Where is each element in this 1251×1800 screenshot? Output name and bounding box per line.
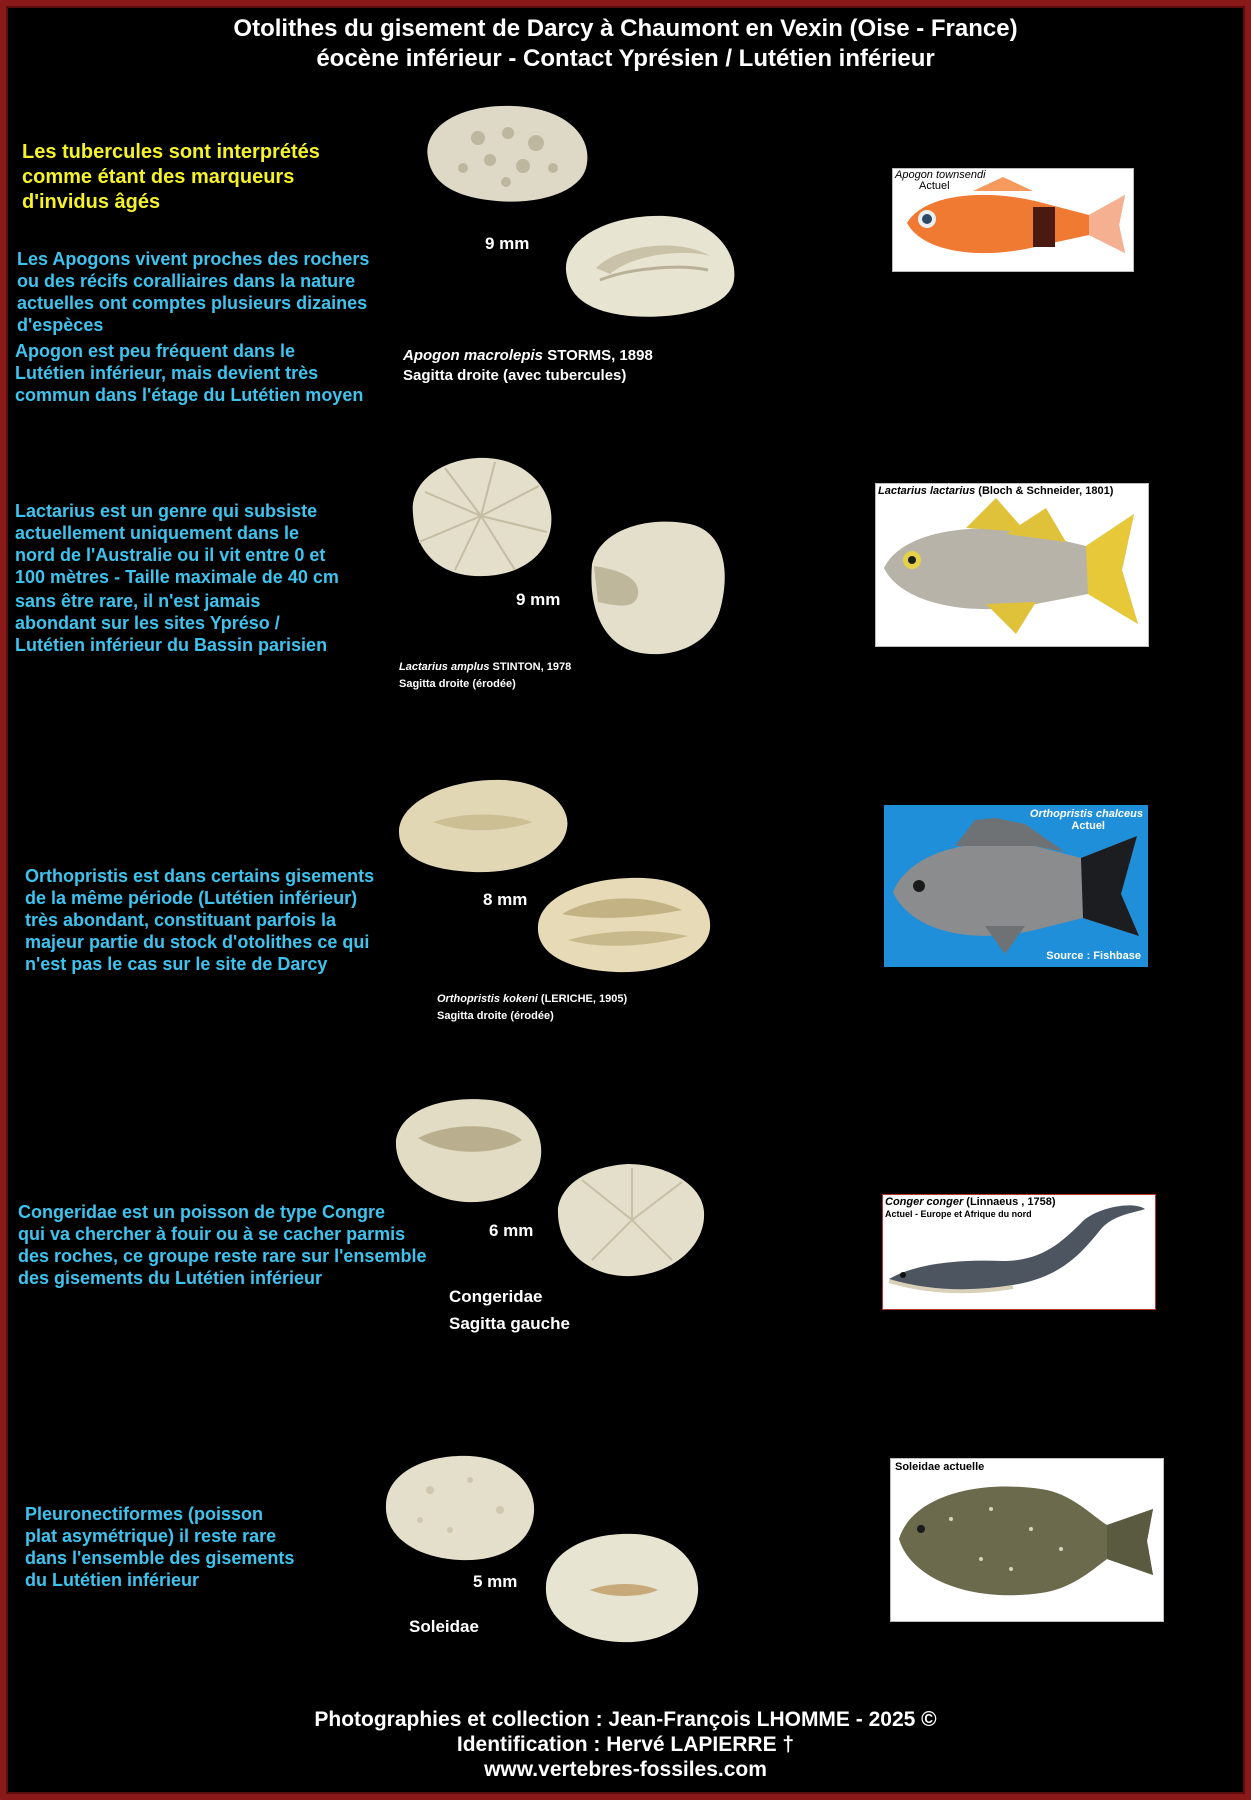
- text-line: abondant sur les sites Ypréso /: [15, 613, 280, 633]
- otolith-image: [405, 452, 557, 582]
- orthopristis-description: [25, 865, 374, 975]
- species-caption: [403, 346, 653, 386]
- text-line: Lutétien inférieur, mais devient très: [15, 363, 319, 383]
- species-caption: [437, 991, 627, 1025]
- species-caption: [449, 1283, 570, 1337]
- text-line: Congeridae est un poisson de type Congre: [18, 1202, 386, 1222]
- text-line: Pleuronectiformes (poisson: [25, 1504, 264, 1524]
- species-description: Sagitta droite (érodée): [437, 1010, 554, 1022]
- highlight-line: comme étant des marqueurs: [22, 166, 295, 188]
- fish-author: (Bloch & Schneider, 1801): [975, 485, 1114, 497]
- fish-name: Conger conger: [885, 1196, 964, 1208]
- fish-author: (Linnaeus , 1758): [963, 1196, 1056, 1208]
- text-line: des roches, ce groupe reste rare sur l'ensemble: [18, 1246, 427, 1266]
- text-line: dans l'ensemble des gisements: [25, 1548, 295, 1568]
- otolith-image: [580, 514, 730, 660]
- species-name: Apogon macrolepis: [403, 347, 544, 364]
- scale-label: 6 mm: [489, 1221, 534, 1240]
- page-title: Otolithes du gisement de Darcy à Chaumont en Vexin (Oise - France): [233, 15, 1018, 42]
- fish-label: Soleidae actuelle: [895, 1461, 985, 1473]
- species-caption: Soleidae: [409, 1617, 479, 1636]
- fish-illustration-lactarius: [875, 483, 1149, 647]
- apogon-frequency: [15, 340, 363, 406]
- text-line: qui va chercher à fouir ou à se cacher parmis: [18, 1224, 406, 1244]
- otolith-image: [380, 1450, 540, 1566]
- species-author: (LERICHE, 1905): [537, 993, 628, 1005]
- text-line: majeur partie du stock d'otolithes ce qui: [25, 932, 370, 952]
- species-name: Orthopristis kokeni: [437, 993, 538, 1005]
- fish-source: Source : Fishbase: [1046, 950, 1141, 962]
- fish-name: Orthopristis chalceus: [1029, 808, 1143, 820]
- footer-website-link[interactable]: www.vertebres-fossiles.com: [484, 1758, 767, 1781]
- soleidae-description: [25, 1503, 294, 1591]
- text-line: Lutétien inférieur du Bassin parisien: [15, 635, 328, 655]
- fish-name: Apogon townsendi: [895, 169, 986, 181]
- text-line: actuelles ont comptes plusieurs dizaines: [17, 293, 368, 313]
- otolith-image: [390, 1092, 548, 1208]
- fish-status: Actuel: [1071, 820, 1105, 832]
- text-line: sans être rare, il n'est jamais: [15, 591, 261, 611]
- species-caption: [399, 659, 571, 693]
- page-subtitle: éocène inférieur - Contact Yprésien / Lutétien inférieur: [316, 45, 935, 72]
- species-author: STINTON, 1978: [489, 661, 572, 673]
- lactarius-frequency: [15, 590, 327, 656]
- highlight-line: Les tubercules sont interprétés: [22, 141, 320, 163]
- otolith-image: [393, 772, 575, 878]
- text-line: commun dans l'étage du Lutétien moyen: [15, 385, 364, 405]
- text-line: Lactarius est un genre qui subsiste: [15, 501, 318, 521]
- fish-status: Actuel - Europe et Afrique du nord: [885, 1209, 1032, 1219]
- otolith-image: [560, 208, 740, 322]
- text-line: des gisements du Lutétien inférieur: [18, 1268, 323, 1288]
- otolith-image: [552, 1160, 710, 1280]
- fish-illustration-conger: [882, 1194, 1156, 1310]
- text-line: de la même période (Lutétien inférieur): [25, 888, 358, 908]
- fish-illustration-orthopristis: [884, 805, 1148, 967]
- fish-illustration-apogon: [892, 168, 1134, 272]
- footer-identification: Identification : Hervé LAPIERRE †: [456, 1733, 795, 1756]
- footer-credits: Photographies et collection : Jean-François LHOMME - 2025 ©: [314, 1708, 937, 1731]
- text-line: n'est pas le cas sur le site de Darcy: [25, 954, 328, 974]
- apogon-highlight: [22, 140, 320, 215]
- text-line: actuellement uniquement dans le: [15, 523, 300, 543]
- congeridae-description: [18, 1201, 426, 1289]
- text-line: nord de l'Australie ou il vit entre 0 et: [15, 545, 326, 565]
- text-line: d'espèces: [17, 315, 104, 335]
- species-name: Congeridae: [449, 1287, 543, 1306]
- species-description: Sagitta gauche: [449, 1314, 570, 1333]
- text-line: du Lutétien inférieur: [25, 1570, 200, 1590]
- text-line: plat asymétrique) il reste rare: [25, 1526, 277, 1546]
- species-author: STORMS, 1898: [543, 347, 653, 364]
- text-line: Apogon est peu fréquent dans le: [15, 341, 296, 361]
- text-line: 100 mètres - Taille maximale de 40 cm: [15, 567, 339, 587]
- highlight-line: d'invidus âgés: [22, 191, 161, 213]
- scale-label: 9 mm: [516, 590, 561, 609]
- scale-label: 9 mm: [485, 234, 530, 253]
- species-description: Sagitta droite (érodée): [399, 678, 516, 690]
- scale-label: 5 mm: [473, 1572, 518, 1591]
- otolith-image: [532, 870, 716, 978]
- otolith-image: [540, 1528, 704, 1648]
- text-line: Orthopristis est dans certains gisements: [25, 866, 375, 886]
- scale-label: 8 mm: [483, 890, 528, 909]
- otolith-image: [418, 98, 596, 210]
- apogon-description: [17, 248, 369, 336]
- fish-name: Lactarius lactarius: [878, 485, 976, 497]
- species-name: Lactarius amplus: [399, 661, 490, 673]
- fish-illustration-soleidae: [890, 1458, 1164, 1622]
- fish-status: Actuel: [919, 180, 950, 192]
- text-line: ou des récifs coralliaires dans la nature: [17, 271, 356, 291]
- text-line: Les Apogons vivent proches des rochers: [17, 249, 370, 269]
- fish-caption: [878, 485, 1113, 498]
- species-description: Sagitta droite (avec tubercules): [403, 367, 627, 384]
- lactarius-description: [15, 500, 339, 588]
- text-line: très abondant, constituant parfois la: [25, 910, 337, 930]
